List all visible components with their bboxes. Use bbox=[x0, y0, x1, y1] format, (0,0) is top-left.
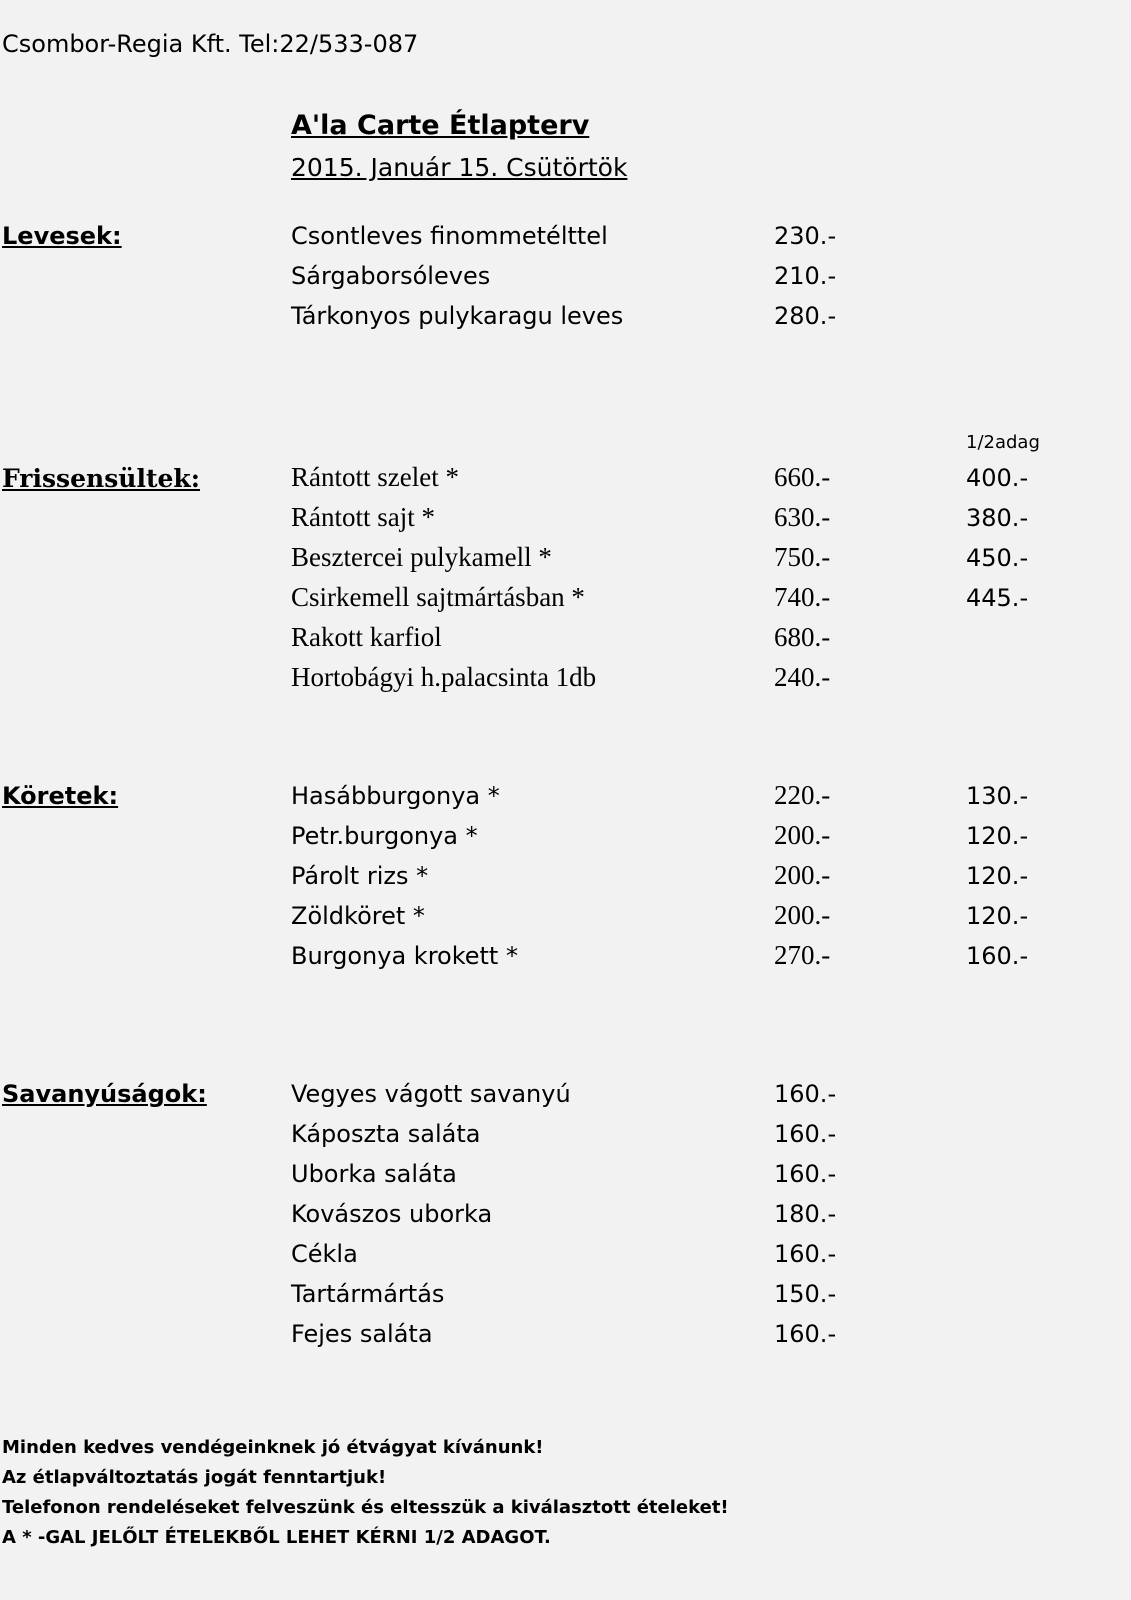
menu-item-name: Petr.burgonya * bbox=[291, 822, 478, 850]
menu-item-half-price: 400.- bbox=[966, 464, 1029, 492]
menu-item-name: Rántott szelet * bbox=[291, 462, 459, 492]
footer-note: Minden kedves vendégeinknek jó étvágyat kívánunk! bbox=[2, 1437, 544, 1458]
half-portion-header: 1/2adag bbox=[966, 432, 1040, 453]
menu-item-price: 210.- bbox=[774, 262, 837, 290]
menu-item-name: Csirkemell sajtmártásban * bbox=[291, 582, 585, 612]
menu-item-price: 160.- bbox=[774, 1320, 837, 1348]
company-contact: Csombor-Regia Kft. Tel:22/533-087 bbox=[2, 30, 419, 58]
menu-item-half-price: 445.- bbox=[966, 584, 1029, 612]
menu-item-price: 160.- bbox=[774, 1160, 837, 1188]
menu-item-price: 220.- bbox=[774, 780, 831, 810]
menu-item-name: Tárkonyos pulykaragu leves bbox=[291, 302, 624, 330]
menu-item-name: Sárgaborsóleves bbox=[291, 262, 491, 290]
menu-item-price: 200.- bbox=[774, 860, 831, 890]
menu-item-price: 660.- bbox=[774, 462, 831, 492]
menu-item-price: 160.- bbox=[774, 1240, 837, 1268]
footer-note: Az étlapváltoztatás jogát fenntartjuk! bbox=[2, 1467, 387, 1488]
menu-item-name: Besztercei pulykamell * bbox=[291, 542, 552, 572]
menu-item-price: 240.- bbox=[774, 662, 831, 692]
menu-item-price: 280.- bbox=[774, 302, 837, 330]
footer-note: Telefonon rendeléseket felveszünk és eltesszük a kiválasztott ételeket! bbox=[2, 1497, 729, 1518]
menu-item-price: 160.- bbox=[774, 1080, 837, 1108]
menu-item-name: Fejes saláta bbox=[291, 1320, 433, 1348]
menu-item-half-price: 120.- bbox=[966, 822, 1029, 850]
menu-item-price: 270.- bbox=[774, 940, 831, 970]
menu-item-price: 750.- bbox=[774, 542, 831, 572]
menu-item-name: Káposzta saláta bbox=[291, 1120, 481, 1148]
menu-item-price: 200.- bbox=[774, 900, 831, 930]
menu-item-price: 230.- bbox=[774, 222, 837, 250]
menu-item-half-price: 450.- bbox=[966, 544, 1029, 572]
menu-item-half-price: 380.- bbox=[966, 504, 1029, 532]
menu-item-name: Hasábburgonya * bbox=[291, 782, 500, 810]
menu-item-half-price: 120.- bbox=[966, 902, 1029, 930]
menu-item-price: 180.- bbox=[774, 1200, 837, 1228]
menu-item-name: Rakott karfiol bbox=[291, 622, 442, 652]
menu-item-name: Uborka saláta bbox=[291, 1160, 457, 1188]
menu-item-half-price: 130.- bbox=[966, 782, 1029, 810]
menu-item-name: Zöldköret * bbox=[291, 902, 425, 930]
menu-item-name: Tartármártás bbox=[291, 1280, 445, 1308]
menu-item-name: Kovászos uborka bbox=[291, 1200, 493, 1228]
menu-item-name: Rántott sajt * bbox=[291, 502, 435, 532]
menu-item-price: 680.- bbox=[774, 622, 831, 652]
menu-item-half-price: 120.- bbox=[966, 862, 1029, 890]
section-title-levesek: Levesek: bbox=[2, 222, 122, 250]
menu-item-price: 150.- bbox=[774, 1280, 837, 1308]
menu-item-half-price: 160.- bbox=[966, 942, 1029, 970]
menu-item-price: 160.- bbox=[774, 1120, 837, 1148]
menu-item-name: Párolt rizs * bbox=[291, 862, 429, 890]
menu-item-name: Cékla bbox=[291, 1240, 358, 1268]
menu-item-name: Burgonya krokett * bbox=[291, 942, 518, 970]
section-title-savanyusagok: Savanyúságok: bbox=[2, 1080, 207, 1108]
page-title: A'la Carte Étlapterv bbox=[291, 110, 590, 141]
menu-item-name: Vegyes vágott savanyú bbox=[291, 1080, 571, 1108]
menu-item-price: 200.- bbox=[774, 820, 831, 850]
menu-item-name: Csontleves finommetélttel bbox=[291, 222, 608, 250]
menu-item-price: 630.- bbox=[774, 502, 831, 532]
section-title-frissensultek: Frissensültek: bbox=[2, 464, 200, 493]
section-title-koretek: Köretek: bbox=[2, 782, 119, 810]
footer-note: A * -GAL JELŐLT ÉTELEKBŐL LEHET KÉRNI 1/2 ADAGOT. bbox=[2, 1527, 551, 1548]
menu-item-name: Hortobágyi h.palacsinta 1db bbox=[291, 662, 597, 692]
menu-item-price: 740.- bbox=[774, 582, 831, 612]
menu-date: 2015. Január 15. Csütörtök bbox=[291, 153, 628, 182]
